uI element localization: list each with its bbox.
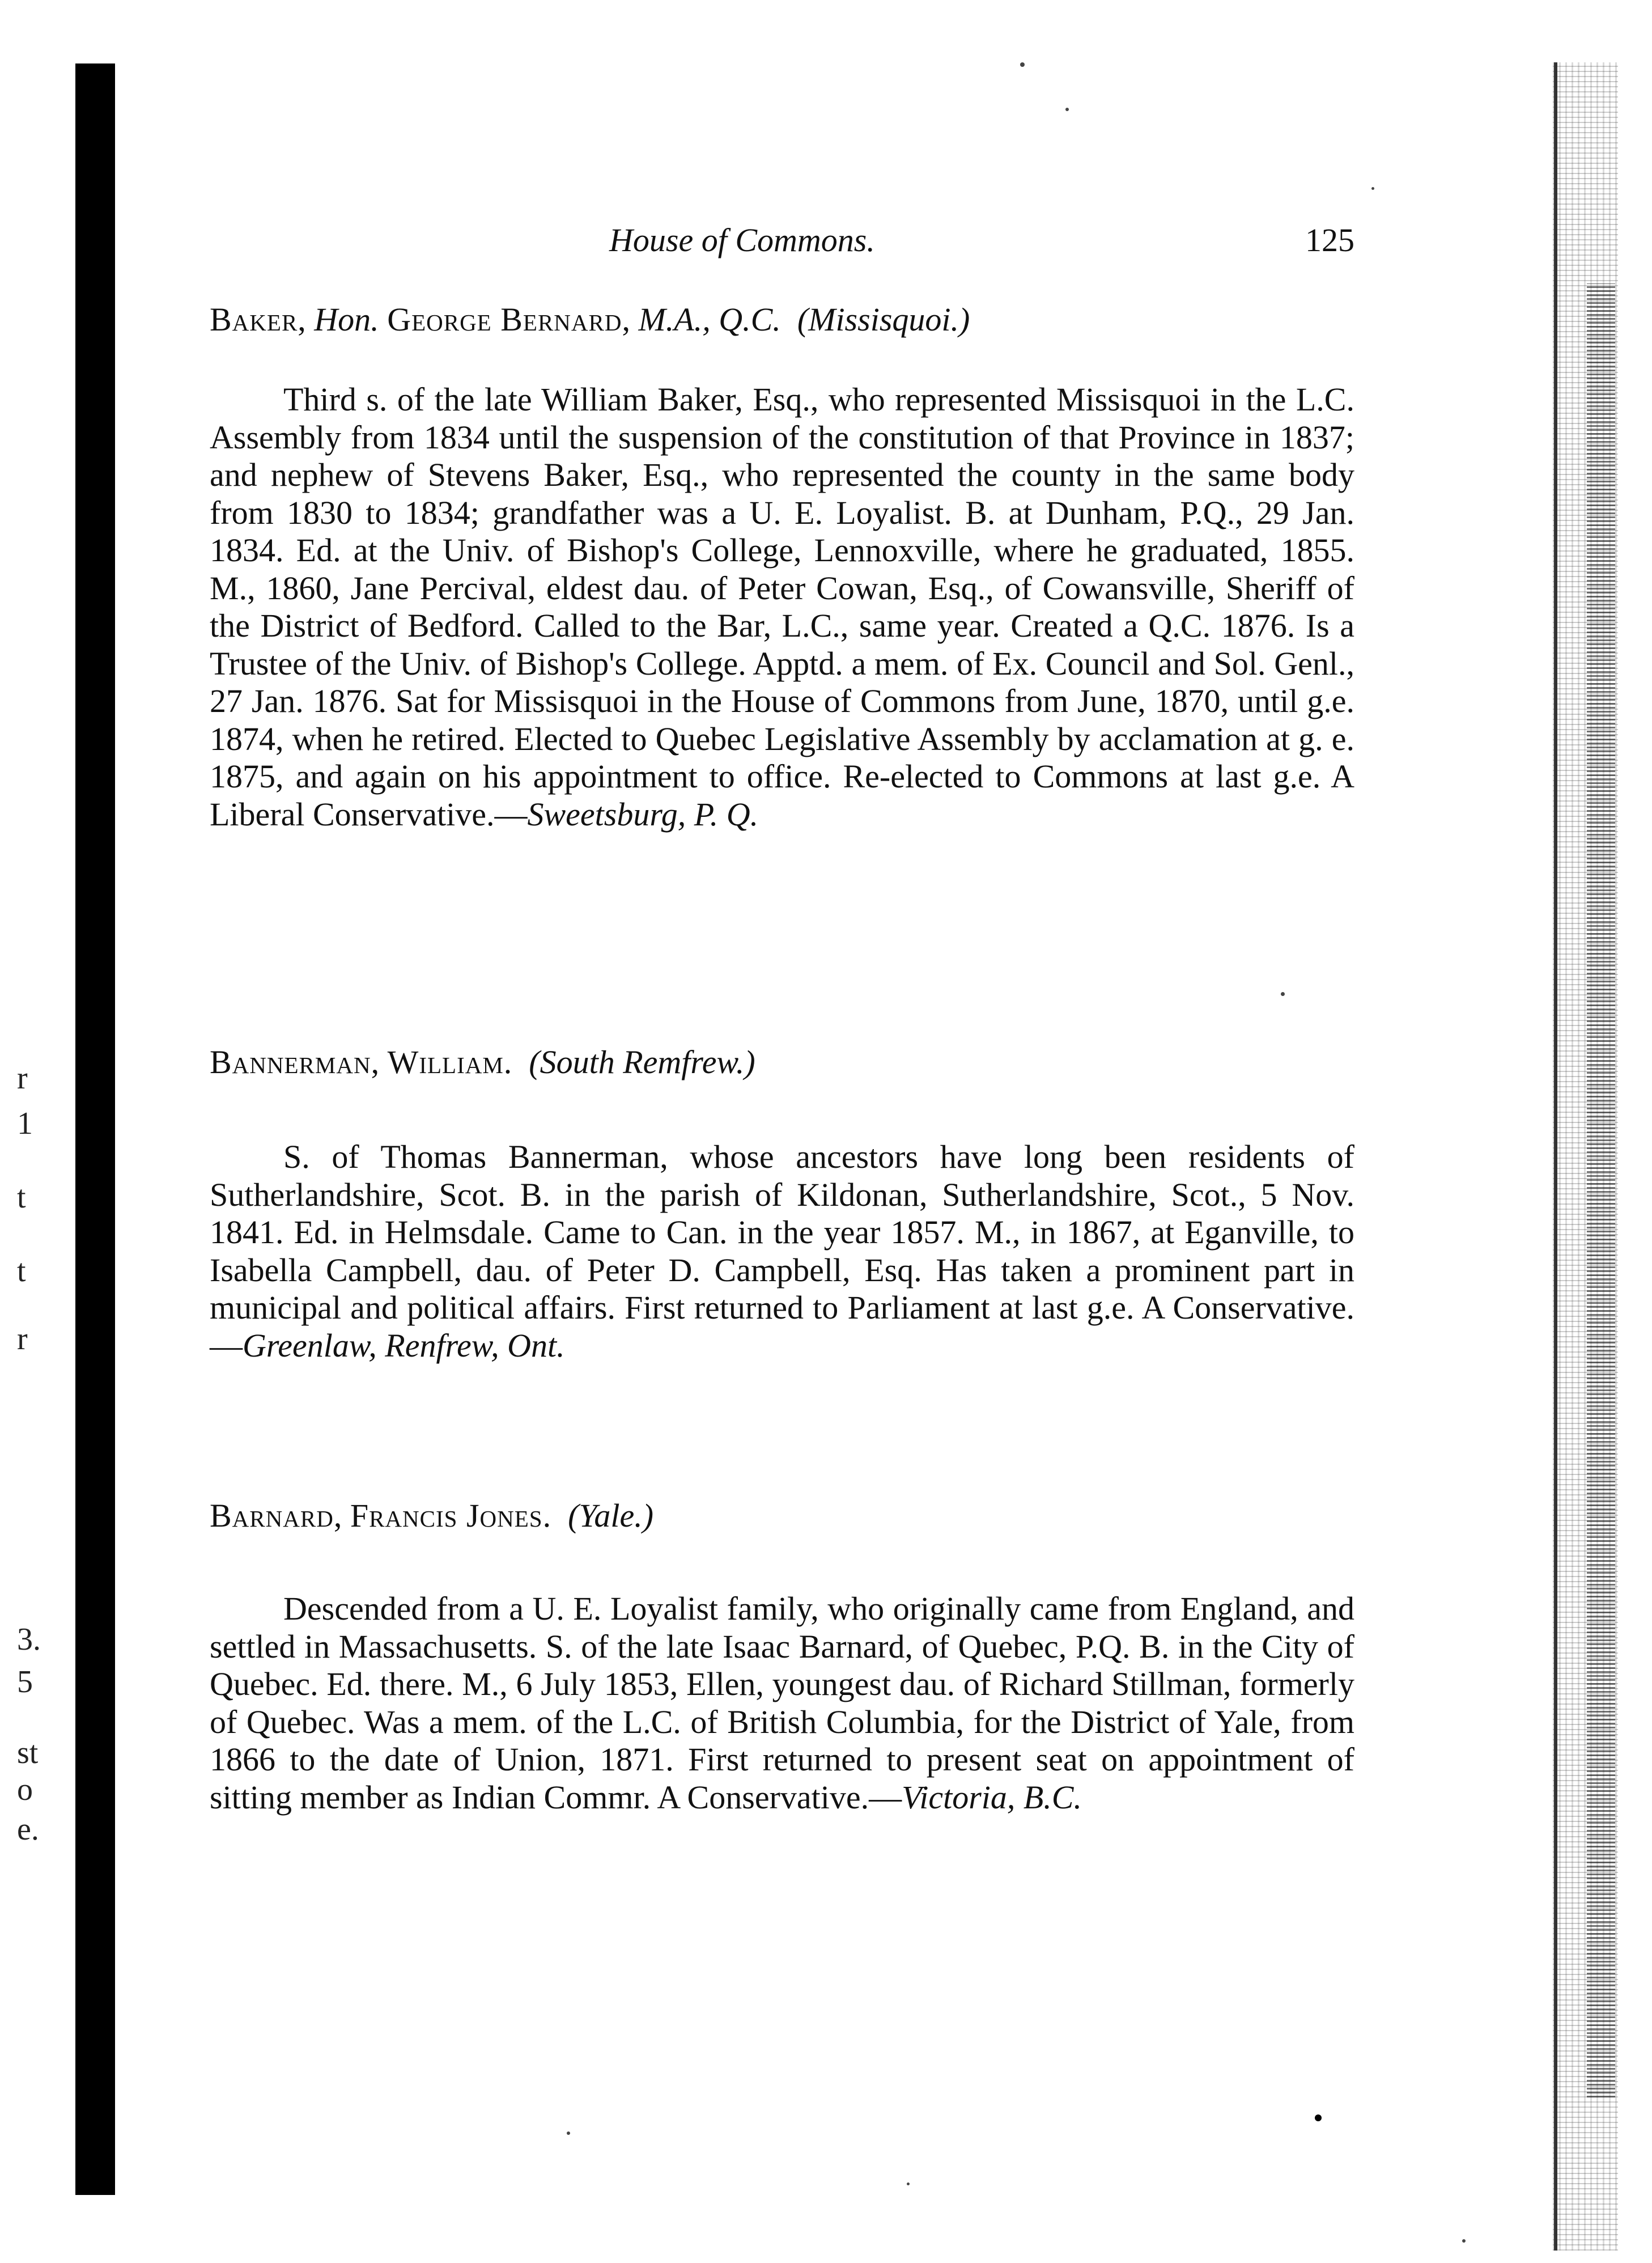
entry-constituency: (Missisquoi.)	[797, 301, 970, 338]
margin-fragment: e.	[17, 1812, 39, 1847]
entry-degrees: M.A., Q.C.	[638, 301, 781, 338]
scan-speck	[1462, 2239, 1466, 2243]
margin-fragment: st	[17, 1735, 39, 1770]
entry-surname: Barnard	[210, 1497, 334, 1534]
scan-speck	[1281, 992, 1285, 996]
margin-fragment: 5	[17, 1664, 33, 1700]
page-edge-line	[1554, 62, 1557, 2251]
entry-body	[210, 1138, 1354, 1364]
entry-given-names: William.	[387, 1044, 513, 1080]
entry-given-names: Francis Jones.	[350, 1497, 552, 1534]
scan-speck	[1065, 108, 1069, 111]
page-number: 125	[1305, 222, 1354, 258]
entry-constituency: (South Remfrew.)	[529, 1044, 755, 1080]
entry-heading: Baker, Hon. George Bernard, M.A., Q.C. (Missisquoi.)	[210, 301, 970, 338]
binding-shadow	[75, 63, 115, 2195]
entry-given-names: George Bernard	[387, 301, 622, 338]
scan-speck	[907, 2183, 910, 2185]
entry-honorific: Hon.	[314, 301, 379, 338]
entry-body	[210, 1590, 1354, 1816]
margin-fragment: r	[17, 1321, 28, 1357]
entry-heading: Bannerman, William. (South Remfrew.)	[210, 1044, 755, 1080]
entry-surname: Baker	[210, 301, 298, 338]
scan-speck	[1020, 62, 1025, 67]
entry-address: Greenlaw, Renfrew, Ont.	[243, 1327, 565, 1364]
running-head-title: House of Commons.	[609, 222, 875, 258]
entry-constituency: (Yale.)	[568, 1497, 654, 1534]
facing-page-fragments	[0, 0, 68, 2263]
margin-fragment: 3.	[17, 1622, 41, 1657]
entry-text: S. of Thomas Bannerman, whose ancestors have long been residents of Sutherlandshire, Scot. B. in the parish of Kildonan, Sutherlandshire, Scot., 5 Nov. 1841. Ed. in Helmsdale. Came to Can. in the year 1857. M., in 1867, at Eganville, to Isabella Campbell, dau. of Peter D. Campbell, Esq. Has taken a prominent part in municipal and political affairs. First returned to Parliament at last g.e. A Conservative.—	[210, 1138, 1354, 1364]
running-head	[210, 221, 1354, 272]
margin-fragment: t	[17, 1253, 26, 1289]
margin-fragment: o	[17, 1772, 33, 1807]
entry-address: Victoria, B.C.	[902, 1778, 1082, 1816]
margin-fragment: 1	[17, 1106, 33, 1141]
entry-heading: Barnard, Francis Jones. (Yale.)	[210, 1497, 654, 1534]
margin-fragment: t	[17, 1180, 26, 1215]
entry-body	[210, 381, 1354, 833]
entry-text: Third s. of the late William Baker, Esq., who represented Missisquoi in the L.C. Assembly from 1834 until the suspension of the constitution of that Province in 1837; and nephew of Stevens Baker, Esq., who represented the county in the same body from 1830 to 1834; grandfather was a U. E. Loyalist. B. at Dunham, P.Q., 29 Jan. 1834. Ed. at the Univ. of Bishop's College, Lennoxville, where he graduated, 1855. M., 1860, Jane Percival, eldest dau. of Peter Cowan, Esq., of Cowansville, Sheriff of the District of Bedford. Called to the Bar, L.C., same year. Created a Q.C. 1876. Is a Trustee of the Univ. of Bishop's College. Apptd. a mem. of Ex. Council and Sol. Genl., 27 Jan. 1876. Sat for Missisquoi in the House of Commons from June, 1870, until g.e. 1874, when he retired. Elected to Quebec Legislative Assembly by acclamation at g. e. 1875, and again on his appointment to office. Re-elected to Commons at last g.e. A Liberal Conservative.—	[210, 381, 1354, 833]
page-edge-dark	[1587, 283, 1615, 2097]
scan-speck	[1315, 2114, 1322, 2121]
entry-text: Descended from a U. E. Loyalist family, who originally came from England, and settled in Massachusetts. S. of the late Isaac Barnard, of Quebec, P.Q. B. in the City of Quebec. Ed. there. M., 6 July 1853, Ellen, youngest dau. of Richard Stillman, formerly of Quebec. Was a mem. of the L.C. of British Columbia, for the District of Yale, from 1866 to the date of Union, 1871. First returned to present seat on appointment of sitting member as Indian Commr. A Conservative.—	[210, 1590, 1354, 1816]
scan-speck	[567, 2131, 570, 2135]
entry-address: Sweetsburg, P. Q.	[527, 795, 759, 833]
margin-fragment: r	[17, 1061, 28, 1096]
scan-speck	[1371, 187, 1374, 190]
entry-surname: Bannerman	[210, 1044, 371, 1080]
